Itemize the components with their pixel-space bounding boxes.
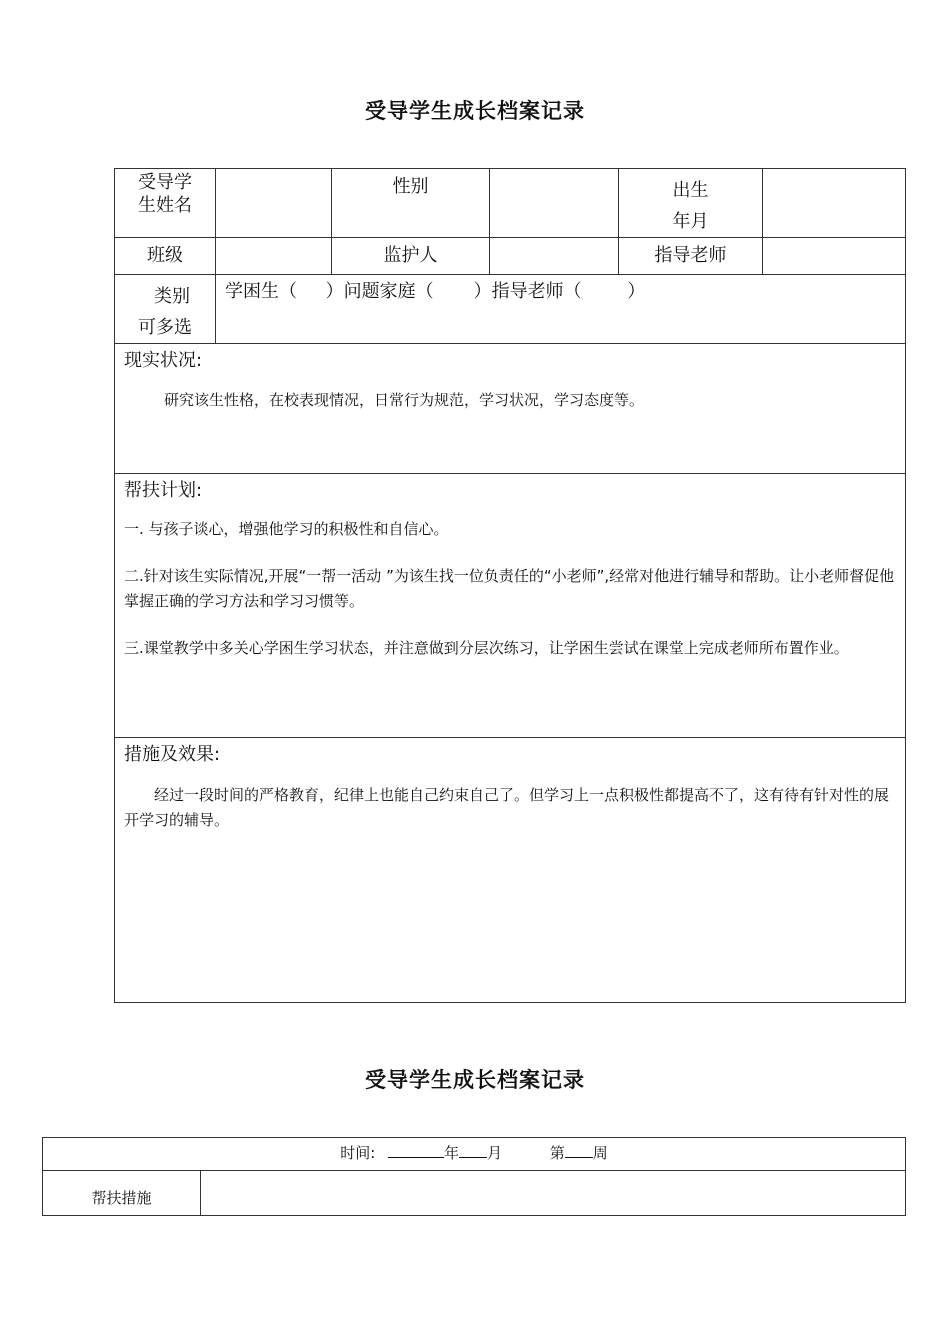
measures-effect-section — [115, 738, 906, 1003]
support-plan-heading: 帮扶计划: — [124, 480, 203, 501]
birth-date-label: 出生 年月 — [619, 169, 763, 238]
category-label: 类别 可多选 — [115, 275, 216, 344]
support-measures-label: 帮扶措施 — [43, 1171, 201, 1216]
week-suffix: 周 — [592, 1144, 608, 1162]
current-situation-section — [115, 344, 906, 474]
guardian-value[interactable] — [490, 238, 619, 275]
measures-effect-heading: 措施及效果: — [124, 744, 221, 765]
current-situation-heading: 现实状况: — [124, 350, 203, 371]
plan-item: 一. 与孩子谈心，增强他学习的积极性和自信心。 — [124, 520, 449, 538]
month-blank[interactable] — [459, 1143, 487, 1158]
gender-value[interactable] — [490, 169, 619, 238]
student-name-label: 受导学 生姓名 — [115, 169, 216, 238]
plan-item: 二.针对该生实际情况,开展“一帮一活动 ”为该生找一位负责任的“小老师”,经常对他进行辅导和帮助。让小老师督促他掌握正确的学习方法和学习习惯等。 — [124, 567, 895, 610]
student-name-value[interactable] — [216, 169, 332, 238]
support-plan-section — [115, 474, 906, 738]
plan-item: 三.课堂教学中多关心学困生学习状态，并注意做到分层次练习，让学困生尝试在课堂上完成老师所布置作业。 — [124, 639, 849, 657]
week-prefix: 第 — [549, 1144, 565, 1162]
gender-label: 性别 — [332, 169, 490, 238]
student-record-form — [114, 168, 906, 1003]
category-options[interactable]: 学困生（ ）问题家庭（ ）指导老师（ ） — [216, 275, 906, 344]
guardian-label: 监护人 — [332, 238, 490, 275]
time-label: 时间: — [340, 1144, 376, 1162]
class-label: 班级 — [115, 238, 216, 275]
current-situation-text: 研究该生性格，在校表现情况，日常行为规范，学习状况，学习态度等。 — [164, 391, 645, 409]
year-label: 年 — [444, 1144, 460, 1162]
measures-effect-text: 经过一段时间的严格教育，纪律上也能自己约束自己了。但学习上一点积极性都提高不了，这有待有针对性的展开学习的辅导。 — [124, 786, 890, 829]
teacher-label: 指导老师 — [619, 238, 763, 275]
weekly-record-form — [42, 1137, 906, 1216]
teacher-value[interactable] — [763, 238, 906, 275]
birth-date-value[interactable] — [763, 169, 906, 238]
document-title: 受导学生成长档案记录 — [365, 98, 585, 123]
year-blank[interactable] — [388, 1143, 444, 1158]
week-blank[interactable] — [565, 1143, 593, 1158]
month-label: 月 — [487, 1144, 503, 1162]
time-row — [43, 1138, 906, 1171]
document-title-2: 受导学生成长档案记录 — [365, 1067, 585, 1092]
class-value[interactable] — [216, 238, 332, 275]
support-measures-value[interactable] — [201, 1171, 906, 1216]
